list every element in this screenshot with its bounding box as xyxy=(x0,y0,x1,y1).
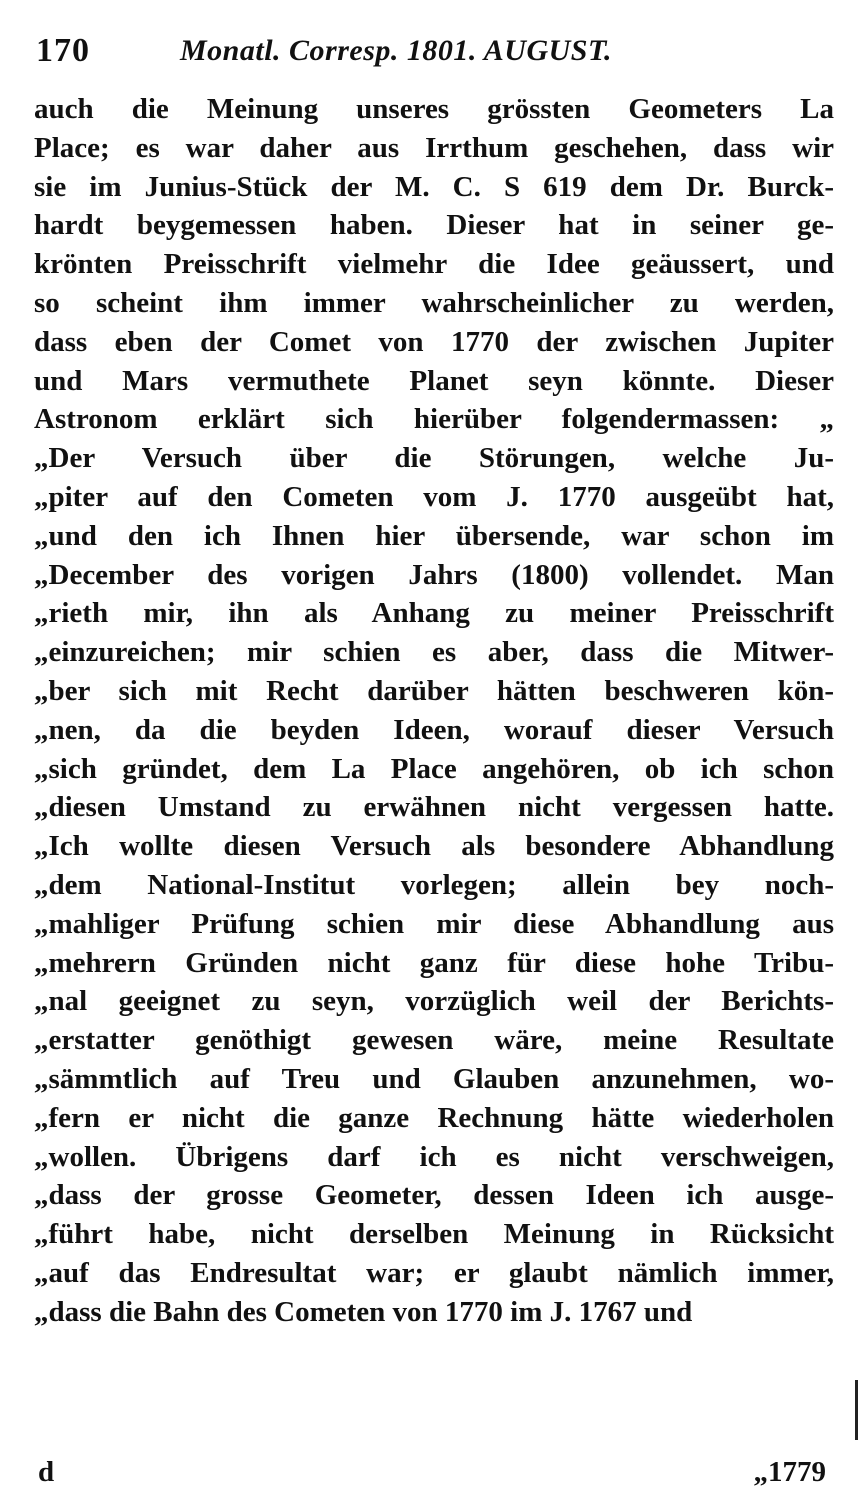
text-line: „und den ich Ihnen hier übersende, war schon im xyxy=(34,519,834,552)
text-line: „fern er nicht die ganze Rechnung hätte wiederholen xyxy=(34,1101,834,1134)
text-line: „diesen Umstand zu erwähnen nicht vergessen hatte. xyxy=(34,791,834,824)
text-line: und Mars vermuthete Planet seyn könnte. Dieser xyxy=(34,364,834,397)
page-number: 170 xyxy=(36,32,90,69)
text-line: dass eben der Comet von 1770 der zwischen Jupiter xyxy=(34,325,834,358)
text-line: „mehrern Gründen nicht ganz für diese hohe Tribu- xyxy=(34,946,834,979)
text-line: „ber sich mit Recht darüber hätten beschweren kön- xyxy=(34,674,834,707)
running-title: Monatl. Corresp. 1801. AUGUST. xyxy=(180,34,613,67)
text-line: „dass der grosse Geometer, dessen Ideen ich ausge- xyxy=(34,1179,834,1212)
page-header xyxy=(30,28,830,78)
text-line: sie im Junius-Stück der M. C. S 619 dem Dr. Burck- xyxy=(34,170,834,203)
text-line: „auf das Endresultat war; er glaubt nämlich immer, xyxy=(34,1256,834,1289)
text-line: „nal geeignet zu seyn, vorzüglich weil der Berichts- xyxy=(34,985,834,1018)
text-line: „mahliger Prüfung schien mir diese Abhandlung aus xyxy=(34,907,834,940)
body-text xyxy=(34,90,834,1332)
text-line: „Ich wollte diesen Versuch als besondere Abhandlung xyxy=(34,830,834,863)
margin-mark xyxy=(855,1380,858,1440)
text-line: „führt habe, nicht derselben Meinung in Rücksicht xyxy=(34,1218,834,1251)
signature-mark: d xyxy=(38,1456,55,1488)
text-line: „einzureichen; mir schien es aber, dass die Mitwer- xyxy=(34,636,834,669)
text-line: „December des vorigen Jahrs (1800) vollendet. Man xyxy=(34,558,834,591)
text-line: „nen, da die beyden Ideen, worauf dieser Versuch xyxy=(34,713,834,746)
catchword: „1779 xyxy=(753,1456,826,1488)
text-line: „dem National-Institut vorlegen; allein bey noch- xyxy=(34,868,834,901)
page-footer xyxy=(34,1456,834,1492)
text-line: „erstatter genöthigt gewesen wäre, meine Resultate xyxy=(34,1024,834,1057)
text-line: „dass die Bahn des Cometen von 1770 im J. 1767 und xyxy=(34,1295,693,1328)
text-line: Astronom erklärt sich hierüber folgendermassen: „ xyxy=(34,403,834,436)
text-line: „sämmtlich auf Treu und Glauben anzunehmen, wo- xyxy=(34,1062,834,1095)
text-line: auch die Meinung unseres grössten Geometers La xyxy=(34,93,834,125)
text-line: „wollen. Übrigens darf ich es nicht verschweigen, xyxy=(34,1140,834,1173)
text-line: „piter auf den Cometen vom J. 1770 ausgeübt hat, xyxy=(34,480,834,513)
text-line: krönten Preisschrift vielmehr die Idee geäussert, und xyxy=(34,248,834,281)
text-line: so scheint ihm immer wahrscheinlicher zu werden, xyxy=(34,286,834,319)
text-line: hardt beygemessen haben. Dieser hat in seiner ge- xyxy=(34,209,834,242)
text-line: „rieth mir, ihn als Anhang zu meiner Preisschrift xyxy=(34,597,834,630)
text-line: Place; es war daher aus Irrthum geschehen, dass wir xyxy=(34,131,834,164)
text-line: „sich gründet, dem La Place angehören, ob ich schon xyxy=(34,752,834,785)
text-line: „Der Versuch über die Störungen, welche Ju- xyxy=(34,442,834,475)
